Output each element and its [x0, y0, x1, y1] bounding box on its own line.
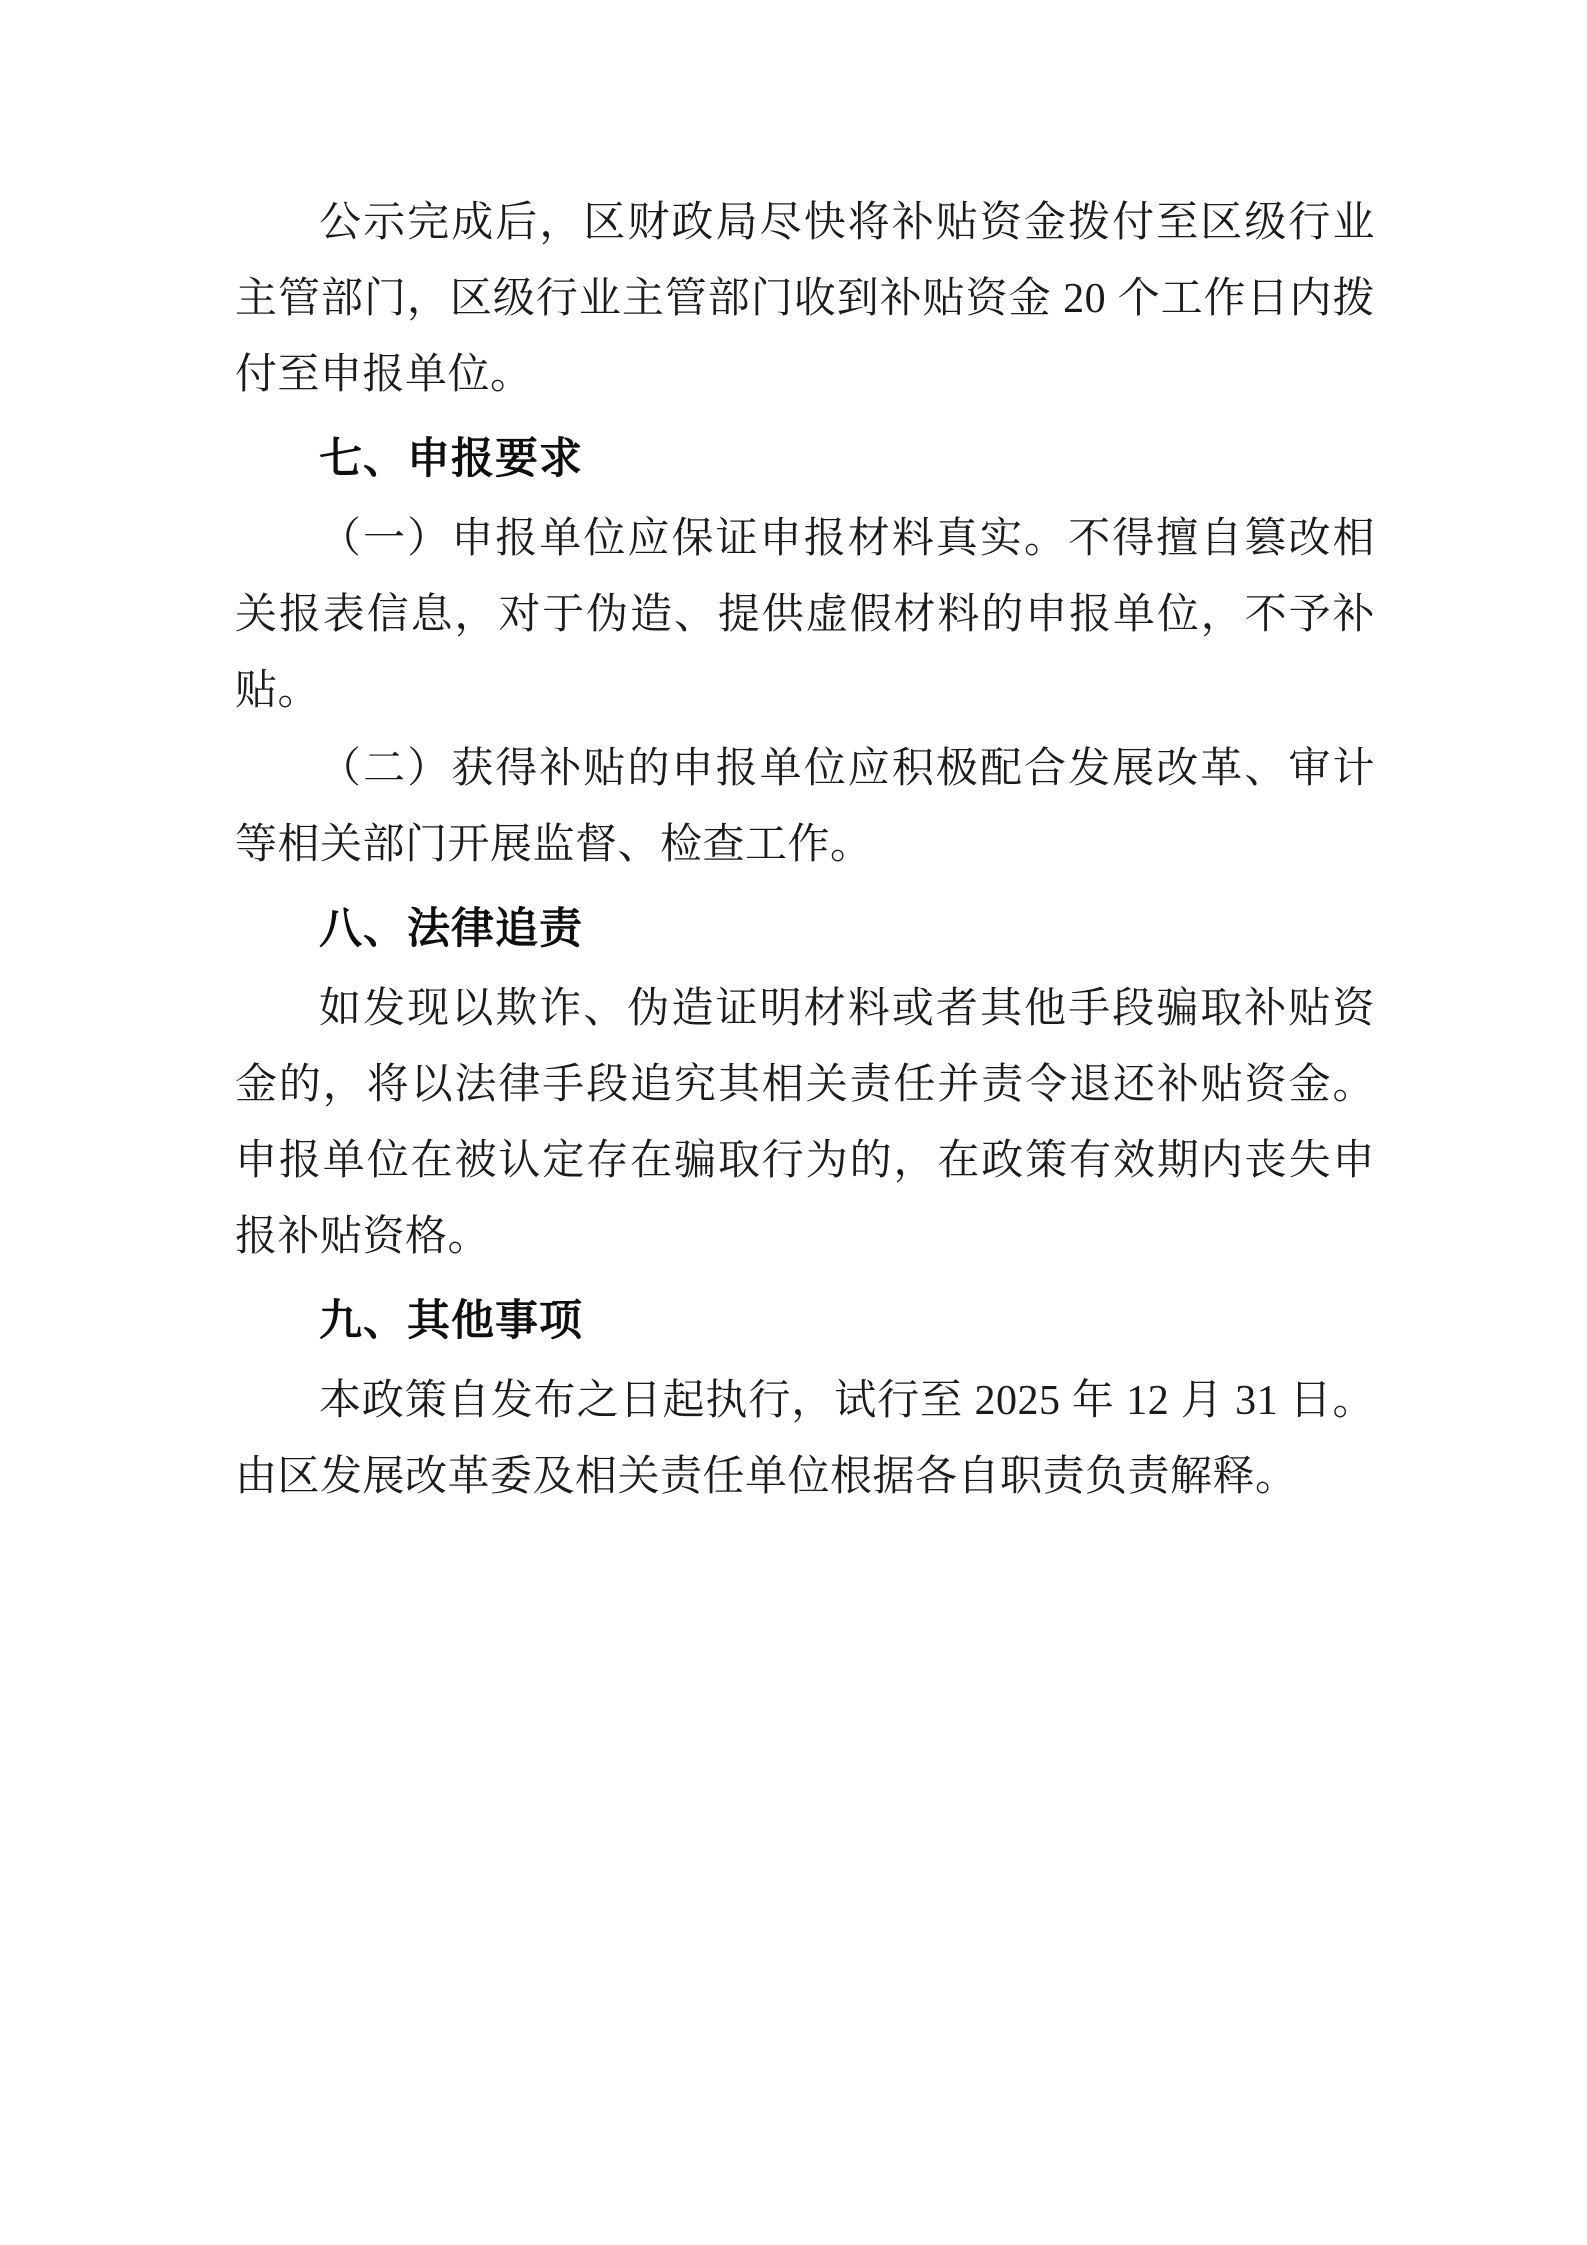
document-body	[235, 185, 1375, 1515]
heading-section-eight: 八、法律追责	[319, 905, 583, 953]
paragraph-public-notice-funds: 公示完成后，区财政局尽快将补贴资金拨付至区级行业主管部门，区级行业主管部门收到补贴资金 20 个工作日内拨付至申报单位。	[235, 200, 1375, 398]
paragraph-eight-body: 如发现以欺诈、伪造证明材料或者其他手段骗取补贴资金的，将以法律手段追究其相关责任并责令退还补贴资金。申报单位在被认定存在骗取行为的，在政策有效期内丧失申报补贴资格。	[235, 986, 1375, 1260]
heading-section-seven: 七、申报要求	[319, 435, 583, 483]
heading-section-nine: 九、其他事项	[319, 1297, 583, 1345]
paragraph-nine-body: 本政策自发布之日起执行，试行至 2025 年 12 月 31 日。由区发展改革委及相关责任单位根据各自职责负责解释。	[235, 1378, 1375, 1500]
paragraph-seven-item-two: （二）获得补贴的申报单位应积极配合发展改革、审计等相关部门开展监督、检查工作。	[235, 746, 1375, 868]
paragraph-seven-item-one: （一）申报单位应保证申报材料真实。不得擅自篡改相关报表信息，对于伪造、提供虚假材料的申报单位，不予补贴。	[235, 516, 1375, 714]
